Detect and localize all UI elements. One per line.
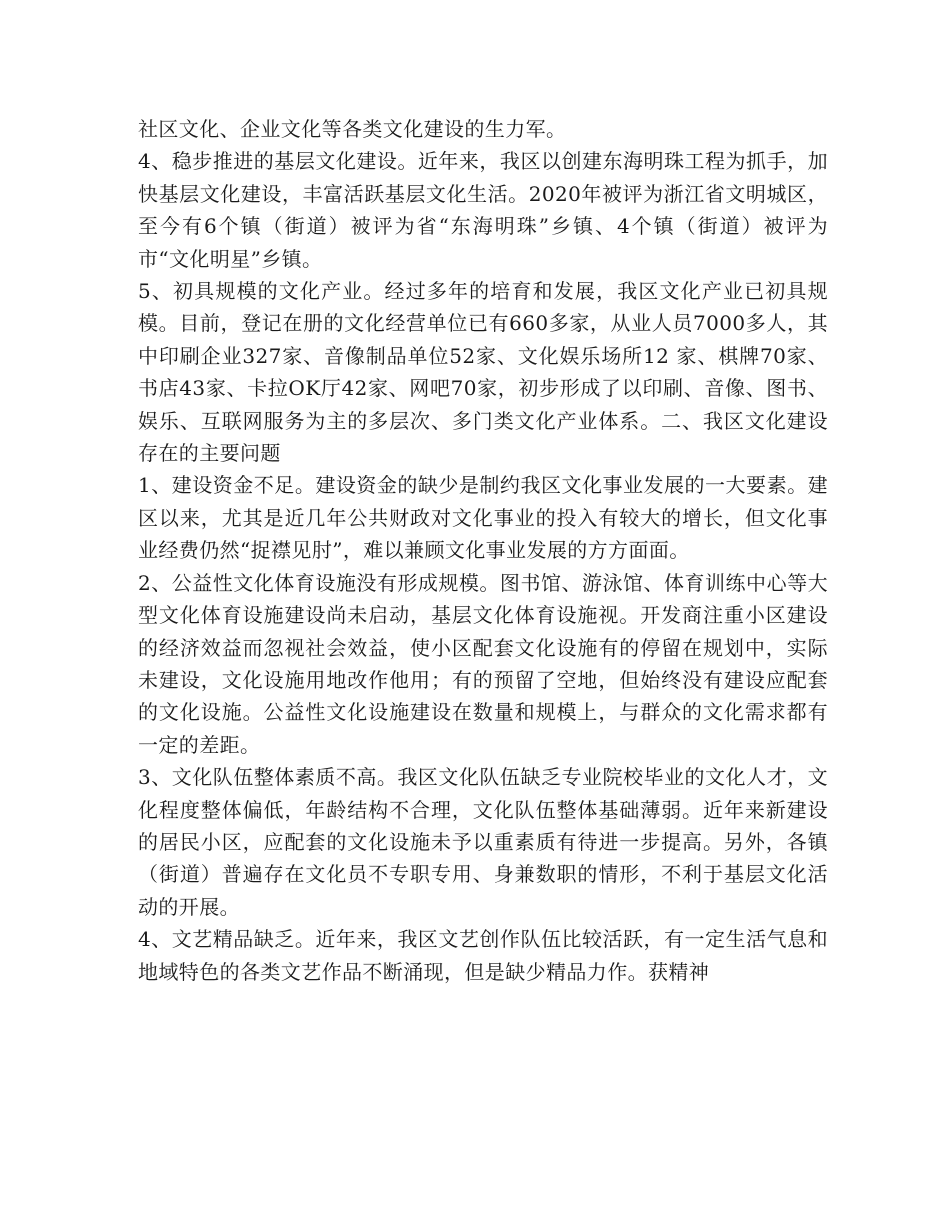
paragraph-1: 社区文化、企业文化等各类文化建设的生力军。 <box>138 117 567 141</box>
document-body <box>138 113 828 988</box>
paragraph-3: 5、初具规模的文化产业。经过多年的培育和发展，我区文化产业已初具规模。目前，登记在册的文化经营单位已有660多家，从业人员7000多人，其中印刷企业327家、音像制品单位52家、文化娱乐场所12 家、棋牌70家、书店43家、卡拉OK厅42家、网吧70家，初步形成了以印刷、音像、图书、娱乐、互联网服务为主的多层次、多门类文化产业体系。二、我区文化建设存在的主要问题 <box>138 279 828 466</box>
paragraph-2: 4、稳步推进的基层文化建设。近年来，我区以创建东海明珠工程为抓手，加快基层文化建设，丰富活跃基层文化生活。2020年被评为浙江省文明城区，至今有6个镇（街道）被评为省“东海明珠”乡镇、4个镇（街道）被评为市“文化明星”乡镇。 <box>138 149 828 271</box>
paragraph-6: 3、文化队伍整体素质不高。我区文化队伍缺乏专业院校毕业的文化人才，文化程度整体偏低，年龄结构不合理，文化队伍整体基础薄弱。近年来新建设的居民小区，应配套的文化设施未予以重素质有待进一步提高。另外，各镇（街道）普遍存在文化员不专职专用、身兼数职的情形，不利于基层文化活动的开展。 <box>138 765 828 919</box>
paragraph-7: 4、文艺精品缺乏。近年来，我区文艺创作队伍比较活跃，有一定生活气息和地域特色的各类文艺作品不断涌现，但是缺少精品力作。获精神 <box>138 927 828 984</box>
paragraph-4: 1、建设资金不足。建设资金的缺少是制约我区文化事业发展的一大要素。建区以来，尤其是近几年公共财政对文化事业的投入有较大的增长，但文化事业经费仍然“捉襟见肘”，难以兼顾文化事业发展的方方面面。 <box>138 473 828 563</box>
paragraph-5: 2、公益性文化体育设施没有形成规模。图书馆、游泳馆、体育训练中心等大型文化体育设施建设尚未启动，基层文化体育设施视。开发商注重小区建设的经济效益而忽视社会效益，使小区配套文化设施有的停留在规划中，实际未建设，文化设施用地改作他用；有的预留了空地，但始终没有建设应配套的文化设施。公益性文化设施建设在数量和规模上，与群众的文化需求都有一定的差距。 <box>138 570 828 757</box>
